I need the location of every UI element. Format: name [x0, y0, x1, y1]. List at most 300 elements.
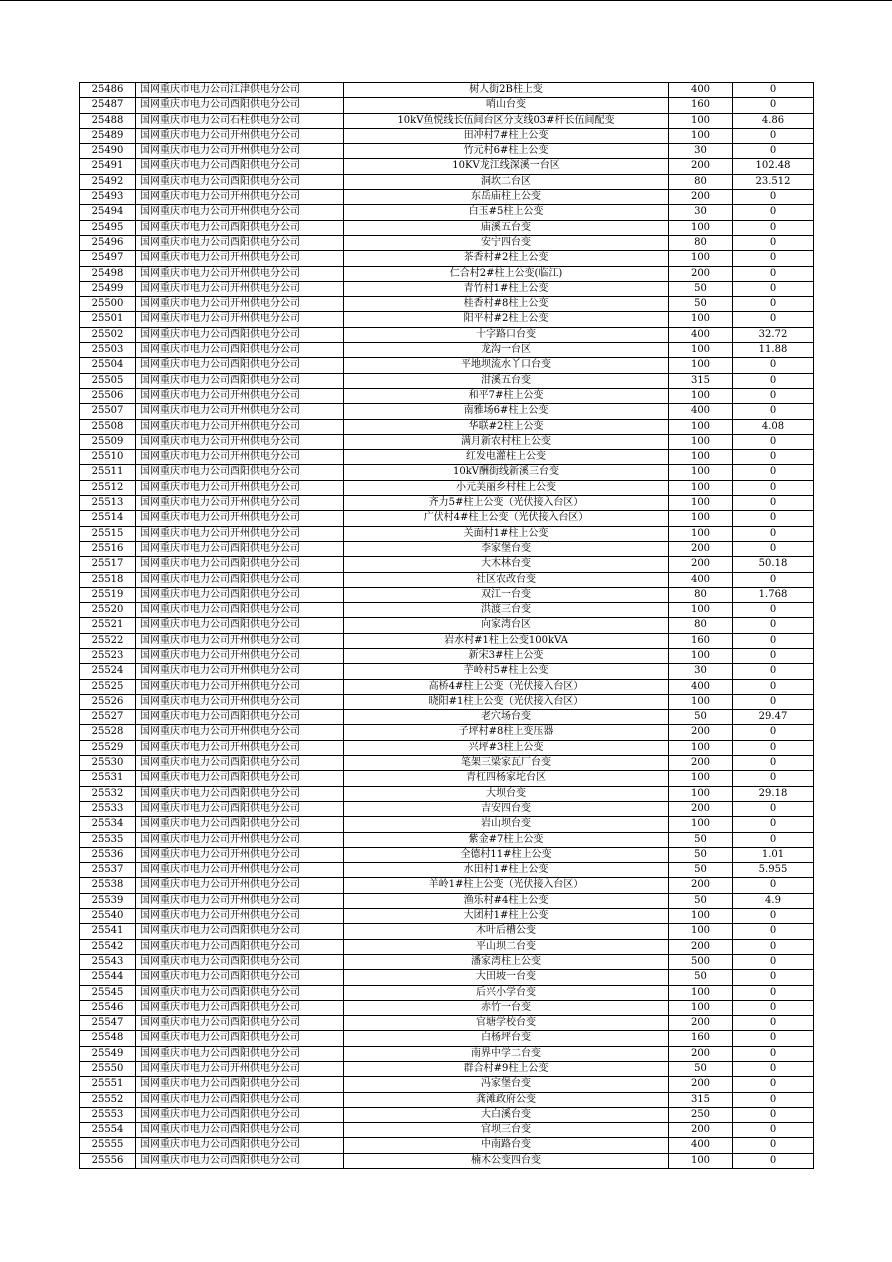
value-cell: 1.768: [733, 587, 814, 602]
table-row: [80, 235, 814, 250]
table-row: [80, 679, 814, 694]
capacity-cell: 50: [669, 893, 733, 908]
table-row: [80, 618, 814, 633]
table-row: [80, 526, 814, 541]
org-cell: 国网重庆市电力公司酉阳供电分公司: [136, 710, 344, 725]
station-name-cell: 红发电灌柱上公变: [344, 450, 669, 465]
org-cell: 国网重庆市电力公司开州供电分公司: [136, 281, 344, 296]
row-id-cell: 25508: [80, 419, 136, 434]
value-cell: 4.86: [733, 113, 814, 128]
table-row: [80, 1046, 814, 1061]
table-row: [80, 159, 814, 174]
row-id-cell: 25504: [80, 358, 136, 373]
org-cell: 国网重庆市电力公司开州供电分公司: [136, 434, 344, 449]
table-row: [80, 465, 814, 480]
row-id-cell: 25543: [80, 954, 136, 969]
row-id-cell: 25541: [80, 924, 136, 939]
capacity-cell: 100: [669, 511, 733, 526]
station-name-cell: 后兴小学台变: [344, 985, 669, 1000]
org-cell: 国网重庆市电力公司酉阳供电分公司: [136, 970, 344, 985]
row-id-cell: 25540: [80, 909, 136, 924]
table-row: [80, 740, 814, 755]
value-cell: 0: [733, 128, 814, 143]
org-cell: 国网重庆市电力公司开州供电分公司: [136, 679, 344, 694]
station-name-cell: 新宋3#柱上公变: [344, 648, 669, 663]
row-id-cell: 25527: [80, 710, 136, 725]
station-name-cell: 大坝台变: [344, 786, 669, 801]
station-name-cell: 龚滩政府公变: [344, 1092, 669, 1107]
row-id-cell: 25531: [80, 771, 136, 786]
capacity-cell: 80: [669, 235, 733, 250]
table-row: [80, 970, 814, 985]
capacity-cell: 400: [669, 572, 733, 587]
row-id-cell: 25515: [80, 526, 136, 541]
capacity-cell: 100: [669, 909, 733, 924]
row-id-cell: 25526: [80, 694, 136, 709]
org-cell: 国网重庆市电力公司酉阳供电分公司: [136, 1077, 344, 1092]
station-name-cell: 社区农改台变: [344, 572, 669, 587]
org-cell: 国网重庆市电力公司酉阳供电分公司: [136, 939, 344, 954]
station-name-cell: 潘家湾柱上公变: [344, 954, 669, 969]
table-row: [80, 190, 814, 205]
table-row: [80, 1138, 814, 1153]
org-cell: 国网重庆市电力公司酉阳供电分公司: [136, 1016, 344, 1031]
value-cell: 0: [733, 1046, 814, 1061]
row-id-cell: 25494: [80, 205, 136, 220]
capacity-cell: 100: [669, 450, 733, 465]
row-id-cell: 25512: [80, 480, 136, 495]
table-row: [80, 312, 814, 327]
station-name-cell: 洪渡三台变: [344, 603, 669, 618]
capacity-cell: 200: [669, 939, 733, 954]
capacity-cell: 100: [669, 496, 733, 511]
capacity-cell: 100: [669, 603, 733, 618]
value-cell: 0: [733, 373, 814, 388]
value-cell: 102.48: [733, 159, 814, 174]
row-id-cell: 25544: [80, 970, 136, 985]
capacity-cell: 100: [669, 1000, 733, 1015]
transformer-table: [79, 82, 814, 1169]
capacity-cell: 100: [669, 113, 733, 128]
org-cell: 国网重庆市电力公司酉阳供电分公司: [136, 771, 344, 786]
station-name-cell: 大团村1#柱上公变: [344, 909, 669, 924]
table-row: [80, 128, 814, 143]
capacity-cell: 80: [669, 587, 733, 602]
org-cell: 国网重庆市电力公司开州供电分公司: [136, 863, 344, 878]
row-id-cell: 25548: [80, 1031, 136, 1046]
org-cell: 国网重庆市电力公司酉阳供电分公司: [136, 98, 344, 113]
value-cell: 0: [733, 511, 814, 526]
table-row: [80, 939, 814, 954]
table-row: [80, 541, 814, 556]
table-row: [80, 98, 814, 113]
org-cell: 国网重庆市电力公司开州供电分公司: [136, 847, 344, 862]
station-name-cell: 官塘学校台变: [344, 1016, 669, 1031]
table-row: [80, 1000, 814, 1015]
org-cell: 国网重庆市电力公司酉阳供电分公司: [136, 1123, 344, 1138]
value-cell: 1.01: [733, 847, 814, 862]
row-id-cell: 25492: [80, 174, 136, 189]
table-row: [80, 786, 814, 801]
row-id-cell: 25520: [80, 603, 136, 618]
org-cell: 国网重庆市电力公司开州供电分公司: [136, 128, 344, 143]
capacity-cell: 400: [669, 327, 733, 342]
org-cell: 国网重庆市电力公司酉阳供电分公司: [136, 603, 344, 618]
capacity-cell: 200: [669, 190, 733, 205]
station-name-cell: 渔乐村#4柱上公变: [344, 893, 669, 908]
station-name-cell: 笔架三梁家瓦厂台变: [344, 756, 669, 771]
value-cell: 0: [733, 541, 814, 556]
station-name-cell: 小元美丽乡村柱上公变: [344, 480, 669, 495]
capacity-cell: 100: [669, 434, 733, 449]
station-name-cell: 官坝三台变: [344, 1123, 669, 1138]
org-cell: 国网重庆市电力公司酉阳供电分公司: [136, 587, 344, 602]
row-id-cell: 25506: [80, 388, 136, 403]
table-row: [80, 358, 814, 373]
org-cell: 国网重庆市电力公司酉阳供电分公司: [136, 235, 344, 250]
org-cell: 国网重庆市电力公司开州供电分公司: [136, 893, 344, 908]
table-row: [80, 251, 814, 266]
station-name-cell: 广伏村4#柱上公变（光伏接入台区）: [344, 511, 669, 526]
table-row: [80, 266, 814, 281]
table-row: [80, 83, 814, 98]
capacity-cell: 200: [669, 557, 733, 572]
capacity-cell: 200: [669, 878, 733, 893]
org-cell: 国网重庆市电力公司酉阳供电分公司: [136, 924, 344, 939]
value-cell: 0: [733, 1031, 814, 1046]
capacity-cell: 100: [669, 128, 733, 143]
station-name-cell: 树人街2B柱上变: [344, 83, 669, 98]
table-row: [80, 496, 814, 511]
value-cell: 0: [733, 832, 814, 847]
table-row: [80, 1153, 814, 1168]
station-name-cell: 李家堡台变: [344, 541, 669, 556]
row-id-cell: 25517: [80, 557, 136, 572]
value-cell: 11.88: [733, 343, 814, 358]
capacity-cell: 400: [669, 1138, 733, 1153]
station-name-cell: 田冲村7#柱上公变: [344, 128, 669, 143]
station-name-cell: 安宁四台变: [344, 235, 669, 250]
row-id-cell: 25495: [80, 220, 136, 235]
capacity-cell: 100: [669, 220, 733, 235]
table-row: [80, 1031, 814, 1046]
table-row: [80, 144, 814, 159]
value-cell: 0: [733, 648, 814, 663]
station-name-cell: 泔溪五台变: [344, 373, 669, 388]
table-row: [80, 281, 814, 296]
row-id-cell: 25521: [80, 618, 136, 633]
capacity-cell: 100: [669, 1153, 733, 1168]
station-name-cell: 平山坝二台变: [344, 939, 669, 954]
station-name-cell: 水田村1#柱上公变: [344, 863, 669, 878]
table-row: [80, 603, 814, 618]
org-cell: 国网重庆市电力公司开州供电分公司: [136, 144, 344, 159]
org-cell: 国网重庆市电力公司酉阳供电分公司: [136, 541, 344, 556]
value-cell: 0: [733, 235, 814, 250]
value-cell: 0: [733, 480, 814, 495]
value-cell: 0: [733, 1107, 814, 1122]
org-cell: 国网重庆市电力公司酉阳供电分公司: [136, 1107, 344, 1122]
table-row: [80, 710, 814, 725]
capacity-cell: 50: [669, 970, 733, 985]
org-cell: 国网重庆市电力公司酉阳供电分公司: [136, 358, 344, 373]
capacity-cell: 50: [669, 863, 733, 878]
row-id-cell: 25523: [80, 648, 136, 663]
capacity-cell: 200: [669, 1046, 733, 1061]
row-id-cell: 25503: [80, 343, 136, 358]
station-name-cell: 全德村11#柱上公变: [344, 847, 669, 862]
value-cell: 0: [733, 496, 814, 511]
org-cell: 国网重庆市电力公司酉阳供电分公司: [136, 343, 344, 358]
station-name-cell: 和平7#柱上公变: [344, 388, 669, 403]
org-cell: 国网重庆市电力公司开州供电分公司: [136, 251, 344, 266]
capacity-cell: 100: [669, 480, 733, 495]
capacity-cell: 80: [669, 618, 733, 633]
org-cell: 国网重庆市电力公司酉阳供电分公司: [136, 817, 344, 832]
org-cell: 国网重庆市电力公司开州供电分公司: [136, 496, 344, 511]
value-cell: 0: [733, 801, 814, 816]
org-cell: 国网重庆市电力公司酉阳供电分公司: [136, 954, 344, 969]
org-cell: 国网重庆市电力公司酉阳供电分公司: [136, 1153, 344, 1168]
station-name-cell: 阳平村#2柱上公变: [344, 312, 669, 327]
value-cell: 0: [733, 664, 814, 679]
row-id-cell: 25553: [80, 1107, 136, 1122]
org-cell: 国网重庆市电力公司酉阳供电分公司: [136, 1092, 344, 1107]
org-cell: 国网重庆市电力公司酉阳供电分公司: [136, 801, 344, 816]
value-cell: 0: [733, 740, 814, 755]
station-name-cell: 晓阳#1柱上公变（光伏接入台区）: [344, 694, 669, 709]
row-id-cell: 25511: [80, 465, 136, 480]
table-row: [80, 343, 814, 358]
value-cell: 0: [733, 618, 814, 633]
value-cell: 0: [733, 1092, 814, 1107]
capacity-cell: 160: [669, 1031, 733, 1046]
row-id-cell: 25529: [80, 740, 136, 755]
org-cell: 国网重庆市电力公司开州供电分公司: [136, 694, 344, 709]
table-row: [80, 924, 814, 939]
station-name-cell: 齐力5#柱上公变（光伏接入台区）: [344, 496, 669, 511]
org-cell: 国网重庆市电力公司酉阳供电分公司: [136, 1046, 344, 1061]
station-name-cell: 羊岭1#柱上公变（光伏接入台区）: [344, 878, 669, 893]
table-row: [80, 1016, 814, 1031]
capacity-cell: 50: [669, 1062, 733, 1077]
value-cell: 0: [733, 572, 814, 587]
capacity-cell: 200: [669, 159, 733, 174]
row-id-cell: 25556: [80, 1153, 136, 1168]
capacity-cell: 100: [669, 740, 733, 755]
table-row: [80, 327, 814, 342]
station-name-cell: 十字路口台变: [344, 327, 669, 342]
row-id-cell: 25528: [80, 725, 136, 740]
table-row: [80, 847, 814, 862]
station-name-cell: 子坪村#8柱上变压器: [344, 725, 669, 740]
table-row: [80, 648, 814, 663]
station-name-cell: 青竹村1#柱上公变: [344, 281, 669, 296]
org-cell: 国网重庆市电力公司酉阳供电分公司: [136, 572, 344, 587]
org-cell: 国网重庆市电力公司开州供电分公司: [136, 266, 344, 281]
row-id-cell: 25551: [80, 1077, 136, 1092]
value-cell: 0: [733, 450, 814, 465]
row-id-cell: 25516: [80, 541, 136, 556]
station-name-cell: 中南路台变: [344, 1138, 669, 1153]
capacity-cell: 30: [669, 664, 733, 679]
value-cell: 0: [733, 756, 814, 771]
capacity-cell: 100: [669, 251, 733, 266]
value-cell: 0: [733, 954, 814, 969]
value-cell: 0: [733, 281, 814, 296]
table-row: [80, 113, 814, 128]
row-id-cell: 25530: [80, 756, 136, 771]
org-cell: 国网重庆市电力公司酉阳供电分公司: [136, 159, 344, 174]
capacity-cell: 100: [669, 648, 733, 663]
station-name-cell: 洞坎二台区: [344, 174, 669, 189]
org-cell: 国网重庆市电力公司酉阳供电分公司: [136, 756, 344, 771]
table-row: [80, 1077, 814, 1092]
row-id-cell: 25536: [80, 847, 136, 862]
row-id-cell: 25489: [80, 128, 136, 143]
station-name-cell: 芋岭村5#柱上公变: [344, 664, 669, 679]
table-row: [80, 893, 814, 908]
row-id-cell: 25490: [80, 144, 136, 159]
station-name-cell: 桂香村#8柱上公变: [344, 297, 669, 312]
org-cell: 国网重庆市电力公司酉阳供电分公司: [136, 1138, 344, 1153]
capacity-cell: 100: [669, 924, 733, 939]
capacity-cell: 50: [669, 297, 733, 312]
table-row: [80, 801, 814, 816]
station-name-cell: 兴坪#3柱上公变: [344, 740, 669, 755]
table-row: [80, 587, 814, 602]
station-name-cell: 双江一台变: [344, 587, 669, 602]
row-id-cell: 25486: [80, 83, 136, 98]
value-cell: 0: [733, 679, 814, 694]
value-cell: 0: [733, 83, 814, 98]
row-id-cell: 25525: [80, 679, 136, 694]
capacity-cell: 100: [669, 312, 733, 327]
value-cell: 0: [733, 465, 814, 480]
org-cell: 国网重庆市电力公司开州供电分公司: [136, 205, 344, 220]
value-cell: 0: [733, 633, 814, 648]
station-name-cell: 南雅场6#柱上公变: [344, 404, 669, 419]
row-id-cell: 25549: [80, 1046, 136, 1061]
value-cell: 0: [733, 266, 814, 281]
value-cell: 0: [733, 404, 814, 419]
station-name-cell: 庙溪五台变: [344, 220, 669, 235]
row-id-cell: 25552: [80, 1092, 136, 1107]
org-cell: 国网重庆市电力公司开州供电分公司: [136, 312, 344, 327]
value-cell: 0: [733, 603, 814, 618]
org-cell: 国网重庆市电力公司开州供电分公司: [136, 526, 344, 541]
row-id-cell: 25501: [80, 312, 136, 327]
value-cell: 0: [733, 817, 814, 832]
table-row: [80, 1123, 814, 1138]
table-row: [80, 633, 814, 648]
table-row: [80, 832, 814, 847]
capacity-cell: 400: [669, 83, 733, 98]
table-row: [80, 878, 814, 893]
station-name-cell: 南界中学二台变: [344, 1046, 669, 1061]
station-name-cell: 茶香村#2柱上公变: [344, 251, 669, 266]
org-cell: 国网重庆市电力公司酉阳供电分公司: [136, 1000, 344, 1015]
capacity-cell: 200: [669, 756, 733, 771]
row-id-cell: 25555: [80, 1138, 136, 1153]
value-cell: 0: [733, 190, 814, 205]
value-cell: 0: [733, 144, 814, 159]
org-cell: 国网重庆市电力公司酉阳供电分公司: [136, 174, 344, 189]
row-id-cell: 25505: [80, 373, 136, 388]
capacity-cell: 400: [669, 679, 733, 694]
value-cell: 0: [733, 1000, 814, 1015]
value-cell: 5.955: [733, 863, 814, 878]
capacity-cell: 100: [669, 343, 733, 358]
capacity-cell: 250: [669, 1107, 733, 1122]
capacity-cell: 100: [669, 358, 733, 373]
table-row: [80, 771, 814, 786]
value-cell: 0: [733, 251, 814, 266]
station-name-cell: 龙沟一台区: [344, 343, 669, 358]
row-id-cell: 25493: [80, 190, 136, 205]
org-cell: 国网重庆市电力公司开州供电分公司: [136, 725, 344, 740]
station-name-cell: 东岳庙柱上公变: [344, 190, 669, 205]
row-id-cell: 25497: [80, 251, 136, 266]
row-id-cell: 25545: [80, 985, 136, 1000]
value-cell: 0: [733, 526, 814, 541]
org-cell: 国网重庆市电力公司酉阳供电分公司: [136, 618, 344, 633]
capacity-cell: 200: [669, 541, 733, 556]
value-cell: 23.512: [733, 174, 814, 189]
row-id-cell: 25500: [80, 297, 136, 312]
table-row: [80, 725, 814, 740]
row-id-cell: 25518: [80, 572, 136, 587]
capacity-cell: 100: [669, 817, 733, 832]
value-cell: 29.47: [733, 710, 814, 725]
capacity-cell: 160: [669, 633, 733, 648]
table-row: [80, 220, 814, 235]
capacity-cell: 50: [669, 710, 733, 725]
org-cell: 国网重庆市电力公司酉阳供电分公司: [136, 985, 344, 1000]
table-row: [80, 817, 814, 832]
row-id-cell: 25502: [80, 327, 136, 342]
value-cell: 0: [733, 388, 814, 403]
value-cell: 0: [733, 1123, 814, 1138]
station-name-cell: 仁合村2#柱上公变(临江): [344, 266, 669, 281]
station-name-cell: 10kV鱼悦线长伍间台区分支线03#杆长伍间配变: [344, 113, 669, 128]
value-cell: 4.9: [733, 893, 814, 908]
station-name-cell: 楠木公变四台变: [344, 1153, 669, 1168]
value-cell: 29.18: [733, 786, 814, 801]
org-cell: 国网重庆市电力公司开州供电分公司: [136, 664, 344, 679]
org-cell: 国网重庆市电力公司开州供电分公司: [136, 1062, 344, 1077]
station-name-cell: 华联#2柱上公变: [344, 419, 669, 434]
row-id-cell: 25491: [80, 159, 136, 174]
org-cell: 国网重庆市电力公司开州供电分公司: [136, 832, 344, 847]
capacity-cell: 200: [669, 1016, 733, 1031]
row-id-cell: 25522: [80, 633, 136, 648]
capacity-cell: 200: [669, 725, 733, 740]
table-row: [80, 404, 814, 419]
row-id-cell: 25534: [80, 817, 136, 832]
row-id-cell: 25498: [80, 266, 136, 281]
capacity-cell: 200: [669, 1077, 733, 1092]
row-id-cell: 25514: [80, 511, 136, 526]
org-cell: 国网重庆市电力公司开州供电分公司: [136, 511, 344, 526]
capacity-cell: 200: [669, 801, 733, 816]
table-row: [80, 480, 814, 495]
table-row: [80, 1092, 814, 1107]
value-cell: 32.72: [733, 327, 814, 342]
org-cell: 国网重庆市电力公司酉阳供电分公司: [136, 1031, 344, 1046]
capacity-cell: 100: [669, 694, 733, 709]
org-cell: 国网重庆市电力公司开州供电分公司: [136, 297, 344, 312]
